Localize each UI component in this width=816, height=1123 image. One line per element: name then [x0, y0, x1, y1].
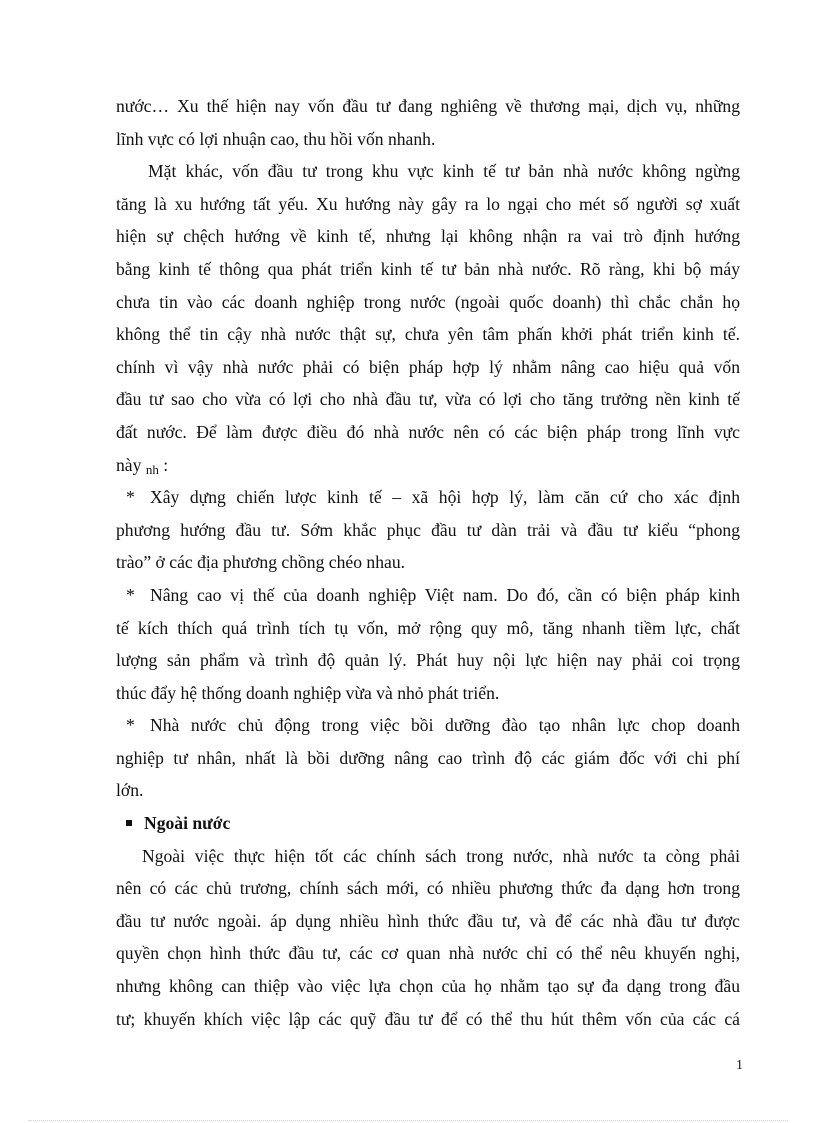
asterisk-bullet-icon: *	[126, 487, 135, 508]
paragraph-line: lượng sản phẩm và trình độ quản lý. Phát huy nội lực hiện nay phải coi trọng	[116, 650, 740, 671]
paragraph-line: nhưng không can thiệp vào việc lựa chọn của họ nhằm tạo sự đa dạng trong đầu	[116, 976, 740, 997]
document-body	[116, 90, 740, 1035]
bullet-line	[116, 481, 740, 514]
section-heading-text: Ngoài nước	[144, 813, 231, 834]
paragraph-fragment-subscript: nh	[145, 461, 159, 477]
paragraph-line: phương hướng đầu tư. Sớm khắc phục đầu tư dàn trải và đầu tư kiểu “phong	[116, 519, 740, 540]
paragraph-line: tư; khuyến khích việc lập các quỹ đầu tư để có thể thu hút thêm vốn của các cá	[116, 1008, 740, 1029]
paragraph-line: đầu tư sao cho vừa có lợi cho nhà đầu tư, vừa có lợi cho tăng trưởng nền kinh tế	[116, 389, 740, 410]
bullet-text: Xây dựng chiến lược kinh tế – xã hội hợp lý, làm căn cứ cho xác định	[150, 487, 740, 508]
paragraph-line: tế kích thích quá trình tích tụ vốn, mở rộng quy mô, tăng nhanh tiềm lực, chất	[116, 617, 740, 638]
bullet-text: Nâng cao vị thế của doanh nghiệp Việt nam. Do đó, cần có biện pháp kinh	[150, 584, 740, 605]
page-number: 1	[736, 1058, 743, 1073]
paragraph-line: nước… Xu thế hiện nay vốn đầu tư đang nghiêng về thương mại, dịch vụ, những	[116, 96, 740, 116]
paragraph-line: lĩnh vực có lợi nhuận cao, thu hồi vốn nhanh.	[116, 128, 436, 149]
paragraph-line: đất nước. Để làm được điều đó nhà nước nên có các biện pháp trong lĩnh vực	[116, 421, 740, 442]
paragraph-line: quyền chọn hình thức đầu tư, các cơ quan nhà nước chỉ có thể nêu khuyến nghị,	[116, 943, 740, 964]
bullet-line	[116, 709, 740, 742]
bullet-text: Nhà nước chủ động trong việc bồi dưỡng đào tạo nhân lực chop doanh	[150, 715, 740, 736]
asterisk-bullet-icon: *	[126, 715, 135, 736]
paragraph-line: trào” ở các địa phương chồng chéo nhau.	[116, 552, 406, 573]
section-heading	[116, 807, 740, 840]
paragraph-fragment: này	[116, 454, 142, 475]
paragraph-line: không thể tin cậy nhà nước thật sự, chưa yên tâm phấn khởi phát triển kinh tế.	[116, 324, 740, 345]
paragraph-fragment-colon: :	[163, 454, 169, 475]
paragraph-line: tăng là xu hướng tất yếu. Xu hướng này gây ra lo ngại cho mét số người sợ xuất	[116, 193, 740, 214]
paragraph-line: Ngoài việc thực hiện tốt các chính sách trong nước, nhà nước ta còng phải	[142, 845, 740, 866]
square-bullet-icon	[126, 820, 132, 826]
footer-divider	[28, 1120, 788, 1121]
paragraph-line: đầu tư nước ngoài. áp dụng nhiều hình thức đầu tư, và để các nhà đầu tư được	[116, 910, 740, 931]
paragraph-line: chính vì vậy nhà nước phải có biện pháp hợp lý nhằm nâng cao hiệu quả vốn	[116, 356, 740, 377]
paragraph-line: nên có các chủ trương, chính sách mới, có nhiều phương thức đa dạng hơn trong	[116, 878, 740, 899]
paragraph-line: chưa tin vào các doanh nghiệp trong nước (ngoài quốc doanh) thì chắc chắn họ	[116, 291, 740, 312]
bullet-line	[116, 579, 740, 612]
paragraph-line	[116, 449, 740, 482]
paragraph-line: thúc đẩy hệ thống doanh nghiệp vừa và nhỏ phát triển.	[116, 682, 500, 703]
paragraph-line: lớn.	[116, 780, 144, 801]
paragraph-line: hiện sự chệch hướng về kinh tế, nhưng lại không nhận ra vai trò định hướng	[116, 226, 740, 247]
paragraph-line: Mặt khác, vốn đầu tư trong khu vực kinh tế tư bản nhà nước không ngừng	[148, 161, 740, 182]
paragraph-line: bằng kinh tế thông qua phát triển kinh tế tư bản nhà nước. Rõ ràng, khi bộ máy	[116, 258, 740, 279]
asterisk-bullet-icon: *	[126, 584, 135, 605]
paragraph-line: nghiệp tư nhân, nhất là bồi dưỡng nâng cao trình độ các giám đốc với chi phí	[116, 747, 740, 768]
